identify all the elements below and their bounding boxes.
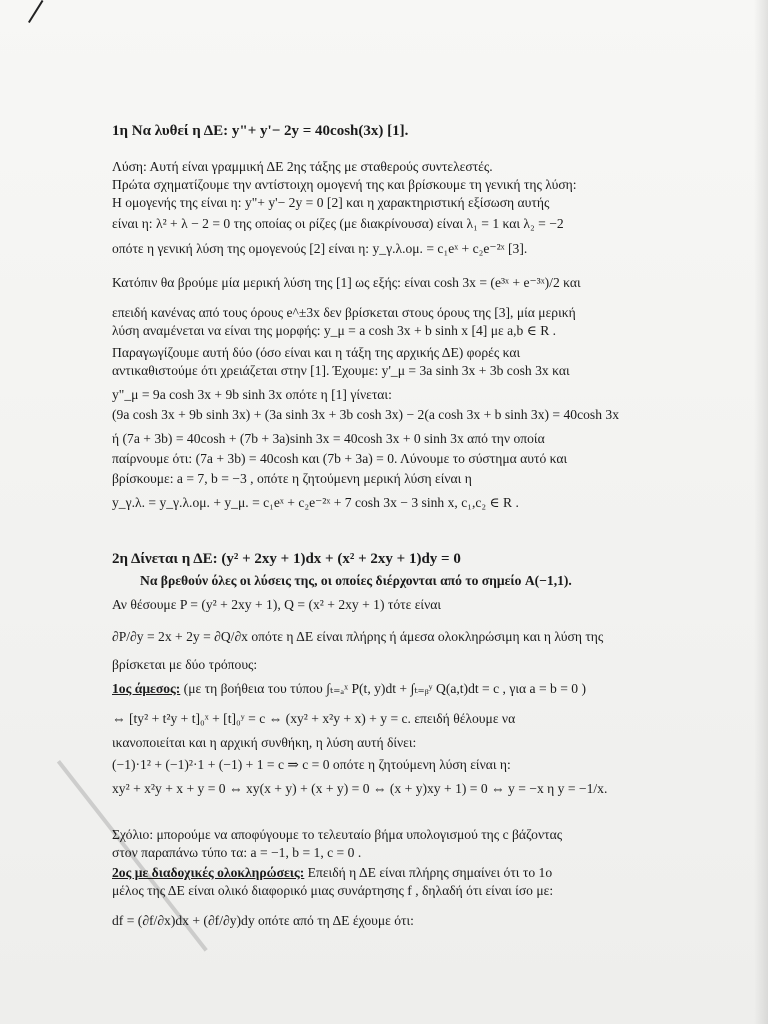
text-line: ικανοποιείται και η αρχική συνθήκη, η λύση αυτή δίνει: bbox=[112, 735, 417, 750]
text-line: λύση αναμένεται να είναι της μορφής: y_μ = a cosh 3x + b sinh x [4] με a,b ∈ R . bbox=[112, 323, 557, 338]
text-line: Κατόπιν θα βρούμε μία μερική λύση της [1] ως εξής: είναι cosh 3x = (e³ˣ + e⁻³ˣ)/2 και bbox=[112, 275, 581, 290]
text-line: Λύση: Αυτή είναι γραμμική ΔΕ 2ης τάξης με σταθερούς συντελεστές. bbox=[112, 159, 493, 174]
problem-2-subheading: Να βρεθούν όλες οι λύσεις της, οι οποίες διέρχονται από το σημείο A(−1,1). bbox=[140, 573, 572, 588]
method-2-label: 2ος με διαδοχικές ολοκληρώσεις: bbox=[112, 865, 305, 880]
method-1-label: 1ος άμεσος: bbox=[112, 681, 181, 696]
text-line: Σχόλιο: μπορούμε να αποφύγουμε το τελευταίο βήμα υπολογισμού της c βάζοντας bbox=[112, 827, 563, 842]
text-line: παίρνουμε ότι: (7a + 3b) = 40cosh και (7b + 3a) = 0. Λύνουμε το σύστημα αυτό και bbox=[112, 451, 568, 466]
method-1-line bbox=[112, 680, 586, 698]
text-line: βρίσκουμε: a = 7, b = −3 , οπότε η ζητούμενη μερική λύση είναι η bbox=[112, 471, 472, 486]
text-line: ⇔ [ty² + t²y + t]₀ˣ + [t]₀ʸ = c ⇔ (xy² + x²y + x) + y = c. επειδή θέλουμε να bbox=[112, 711, 516, 726]
text-line: df = (∂f/∂x)dx + (∂f/∂y)dy οπότε από τη ΔΕ έχουμε ότι: bbox=[112, 913, 414, 928]
text-line: στον παραπάνω τύπο τα: a = −1, b = 1, c = 0 . bbox=[112, 845, 362, 860]
text-line: (−1)·1² + (−1)²·1 + (−1) + 1 = c ⇒ c = 0 οπότε η ζητούμενη λύση είναι η: bbox=[112, 757, 511, 772]
text-line: μέλος της ΔΕ είναι ολικό διαφορικό μιας συνάρτησης f , δηλαδή ότι είναι ίσο με: bbox=[112, 883, 554, 898]
method-2-line bbox=[112, 864, 552, 882]
text-line: αντικαθιστούμε ότι χρειάζεται στην [1]. Έχουμε: y'_μ = 3a sinh 3x + 3b cosh 3x και bbox=[112, 363, 570, 378]
text-line: (9a cosh 3x + 9b sinh 3x) + (3a sinh 3x + 3b cosh 3x) − 2(a cosh 3x + b sinh 3x) = 40cosh 3x bbox=[112, 407, 619, 422]
text-line: επειδή κανένας από τους όρους e^±3x δεν βρίσκεται στους όρους της [3], μία μερική bbox=[112, 305, 576, 320]
text-line: ∂P/∂y = 2x + 2y = ∂Q/∂x οπότε η ΔΕ είναι πλήρης ή άμεσα ολοκληρώσιμη και η λύση της bbox=[112, 629, 604, 644]
problem-2-heading: 2η Δίνεται η ΔΕ: (y² + 2xy + 1)dx + (x² + 2xy + 1)dy = 0 bbox=[112, 551, 461, 567]
text-line: Η ομογενής της είναι η: y"+ y'− 2y = 0 [2] και η χαρακτηριστική εξίσωση αυτής bbox=[112, 195, 550, 210]
text-line: Παραγωγίζουμε αυτή δύο (όσο είναι και η τάξη της αρχικής ΔΕ) φορές και bbox=[112, 345, 521, 360]
method-1-text: (με τη βοήθεια του τύπου ∫ₜ₌ₐˣ P(t, y)dt + ∫ₜ₌ᵦʸ Q(a,t)dt = c , για a = b = 0 ) bbox=[180, 681, 587, 696]
text-line: Αν θέσουμε P = (y² + 2xy + 1), Q = (x² + 2xy + 1) τότε είναι bbox=[112, 597, 442, 612]
method-2-text: Επειδή η ΔΕ είναι πλήρης σημαίνει ότι το 1ο bbox=[304, 865, 553, 880]
text-line: y"_μ = 9a cosh 3x + 9b sinh 3x οπότε η [1] γίνεται: bbox=[112, 387, 392, 402]
text-line: είναι η: λ² + λ − 2 = 0 της οποίας οι ρίζες (με διακρίνουσα) είναι λ₁ = 1 και λ₂ = −2 bbox=[112, 216, 564, 231]
text-line: xy² + x²y + x + y = 0 ⇔ xy(x + y) + (x + y) = 0 ⇔ (x + y)xy + 1) = 0 ⇔ y = −x η y = −1/x. bbox=[112, 781, 608, 796]
text-line: ή (7a + 3b) = 40cosh + (7b + 3a)sinh 3x = 40cosh 3x + 0 sinh 3x από την οποία bbox=[112, 431, 545, 446]
text-line: βρίσκεται με δύο τρόπους: bbox=[112, 657, 258, 672]
problem-1-heading: 1η Να λυθεί η ΔΕ: y"+ y'− 2y = 40cosh(3x) [1]. bbox=[112, 123, 409, 139]
text-line: οπότε η γενική λύση της ομογενούς [2] είναι η: y_γ.λ.ομ. = c₁eˣ + c₂e⁻²ˣ [3]. bbox=[112, 241, 528, 256]
page-edge-shadow bbox=[754, 0, 768, 1024]
text-line: y_γ.λ. = y_γ.λ.ομ. + y_μ. = c₁eˣ + c₂e⁻²ˣ + 7 cosh 3x − 3 sinh x, c₁,c₂ ∈ R . bbox=[112, 495, 519, 510]
text-line: Πρώτα σχηματίζουμε την αντίστοιχη ομογενή της και βρίσκουμε τη γενική της λύση: bbox=[112, 177, 577, 192]
